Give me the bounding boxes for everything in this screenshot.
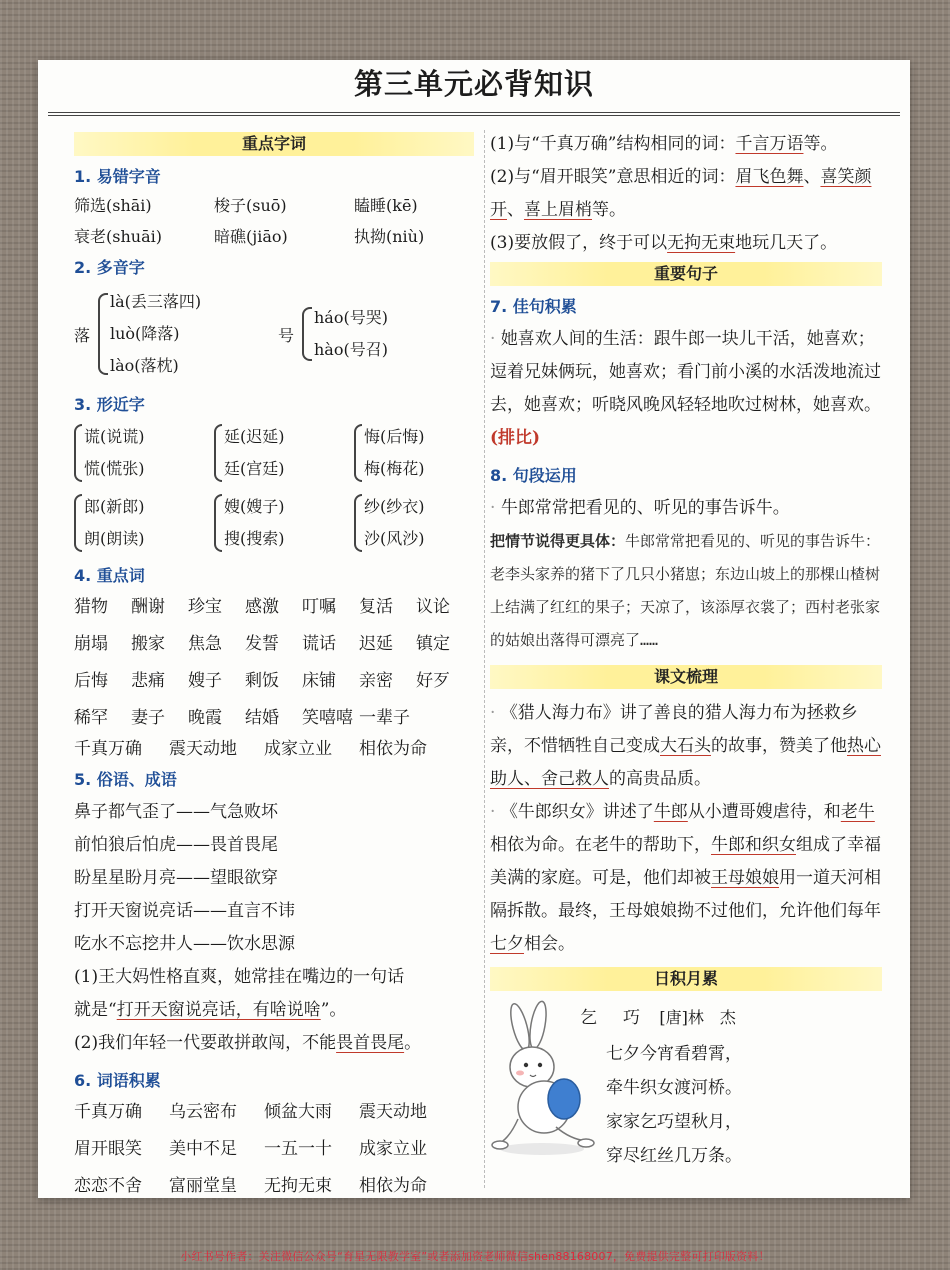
poem-line: 穿尽红丝几万条。 xyxy=(606,1146,742,1166)
polyphone-reading: lào(落枕) xyxy=(110,356,179,375)
word: 迟延 xyxy=(359,634,393,654)
word: 感激 xyxy=(245,597,279,617)
section-band-text-review: 课文梳理 xyxy=(490,665,882,689)
brace-icon xyxy=(302,307,312,361)
exercise-text: 地玩几天了。 xyxy=(735,233,838,253)
exercise-text: 、 xyxy=(507,200,524,220)
section-band-daily-accumulation: 日积月累 xyxy=(490,967,882,991)
brace-icon xyxy=(74,424,82,482)
word: 成家立业 xyxy=(359,1139,427,1159)
similar-item: 延(迟延) xyxy=(224,427,285,446)
similar-item: 梅(梅花) xyxy=(364,459,425,478)
word: 乌云密布 xyxy=(169,1102,237,1122)
exercise-answer: 眉飞色舞 xyxy=(735,167,804,187)
word: 发誓 xyxy=(245,634,279,654)
word: 嫂子 xyxy=(188,671,222,691)
brace-icon xyxy=(214,424,222,482)
saying-exercise-1 xyxy=(74,961,474,1027)
similar-pair xyxy=(354,421,474,485)
exercise-answer: 畏首畏尾 xyxy=(336,1033,405,1053)
title-rule xyxy=(48,112,900,116)
paragraph-answer xyxy=(490,525,882,657)
bullet-icon: · xyxy=(490,329,501,349)
word: 恋恋不舍 xyxy=(74,1176,142,1196)
word: 富丽堂皇 xyxy=(169,1176,237,1196)
review-keyword: 王母娘娘 xyxy=(711,868,779,888)
pronunciation-item: 衰老(shuāi) xyxy=(74,227,162,246)
section-heading-pronunciation: 1. 易错字音 xyxy=(74,167,161,186)
similar-chars-grid xyxy=(74,421,474,555)
similar-item: 嫂(嫂子) xyxy=(224,497,285,516)
word-exercise-1 xyxy=(490,128,882,161)
sayings-list xyxy=(74,796,474,961)
polyphone-block xyxy=(74,284,474,384)
worksheet xyxy=(38,60,910,1198)
word: 震天动地 xyxy=(359,1102,427,1122)
key-words-grid xyxy=(74,592,474,728)
word: 叮嘱 xyxy=(302,597,336,617)
word: 议论 xyxy=(416,597,450,617)
polyphone-char-hao: 号 xyxy=(278,325,295,345)
word: 床铺 xyxy=(302,671,336,691)
sentence-text: 她喜欢人间的生活：跟牛郎一块儿干活，她喜欢；逗着兄妹俩玩，她喜欢；看门前小溪的水活泼地流过去，她喜欢；听晓风晚风轻轻地吹过树林，她喜欢。 xyxy=(490,329,881,415)
word: 搬家 xyxy=(131,634,165,654)
word-bank-grid xyxy=(74,1097,474,1196)
word: 焦急 xyxy=(188,634,222,654)
bullet-icon: · xyxy=(490,498,501,518)
similar-pair xyxy=(214,491,354,555)
similar-item: 郎(新郎) xyxy=(84,497,145,516)
exercise-answer: 打开天窗说亮话，有啥说啥 xyxy=(116,1000,321,1020)
exercise-text: (1)王大妈性格直爽，她常挂在嘴边的一句话 xyxy=(74,967,405,987)
pronunciation-item: 筛选(shāi) xyxy=(74,196,152,215)
polyphone-char-luo: 落 xyxy=(74,325,91,345)
review-text: 的高贵品质。 xyxy=(609,769,711,789)
word: 晚霞 xyxy=(188,708,222,728)
brace-icon xyxy=(214,494,222,552)
polyphone-reading: luò(降落) xyxy=(110,324,180,343)
similar-item: 沙(风沙) xyxy=(364,529,425,548)
saying-exercise-2 xyxy=(74,1027,474,1060)
word: 相依为命 xyxy=(359,739,427,759)
similar-item: 朗(朗读) xyxy=(84,529,145,548)
review-text: 从小遭哥嫂虐待，和 xyxy=(687,802,841,822)
review-keyword: 大石头 xyxy=(660,736,711,756)
similar-pair xyxy=(74,491,214,555)
word: 后悔 xyxy=(74,671,108,691)
similar-item: 慌(慌张) xyxy=(84,459,145,478)
word: 崩塌 xyxy=(74,634,108,654)
exercise-text: (3)要放假了，终于可以 xyxy=(490,233,668,253)
pronunciation-grid xyxy=(74,193,474,247)
poem-lines xyxy=(606,1037,742,1173)
poem-title-char: 乞 xyxy=(580,1008,597,1028)
word: 震天动地 xyxy=(169,739,237,759)
pronunciation-item: 执拗(niù) xyxy=(354,227,425,246)
word: 相依为命 xyxy=(359,1176,427,1196)
saying-line: 前怕狼后怕虎——畏首畏尾 xyxy=(74,835,278,855)
word: 妻子 xyxy=(131,708,165,728)
word: 谎话 xyxy=(302,634,336,654)
exercise-text: ”。 xyxy=(320,1000,347,1020)
pronunciation-item: 暗礁(jiāo) xyxy=(214,227,288,246)
section-heading-sayings: 5. 俗语、成语 xyxy=(74,770,177,789)
section-heading-polyphones: 2. 多音字 xyxy=(74,258,145,277)
word: 珍宝 xyxy=(188,597,222,617)
word: 酬谢 xyxy=(131,597,165,617)
word: 一辈子 xyxy=(359,708,410,728)
good-sentence xyxy=(490,323,882,455)
section-heading-word-bank: 6. 词语积累 xyxy=(74,1071,161,1090)
brace-icon xyxy=(74,494,82,552)
poem-line: 牵牛织女渡河桥。 xyxy=(606,1078,742,1098)
exercise-text: 、 xyxy=(803,167,821,187)
exercise-answer: 喜上眉梢 xyxy=(524,200,592,220)
saying-line: 打开天窗说亮话——直言不讳 xyxy=(74,901,295,921)
text-review-1 xyxy=(490,697,882,796)
exercise-answer: 喜笑颜开 xyxy=(490,167,872,220)
poem-line: 家家乞巧望秋月， xyxy=(606,1112,742,1132)
section-band-key-words: 重点字词 xyxy=(74,132,474,156)
word: 亲密 xyxy=(359,671,393,691)
rhetoric-tag: (排比) xyxy=(490,428,541,448)
word: 美中不足 xyxy=(169,1139,237,1159)
exercise-text: (2)与“眉开眼笑”意思相近的词： xyxy=(490,167,736,187)
pronunciation-item: 梭子(suō) xyxy=(214,196,287,215)
review-text: 组成了幸福美满的家庭。可是，他们却被 xyxy=(490,835,881,888)
word: 无拘无束 xyxy=(264,1176,332,1196)
exercise-text: (2)我们年轻一代要敢拼敢闯，不能 xyxy=(74,1033,337,1053)
review-keyword: 七夕 xyxy=(490,934,524,954)
review-keyword: 老牛 xyxy=(840,802,875,822)
exercise-answer: 千言万语 xyxy=(735,134,804,154)
word: 千真万确 xyxy=(74,739,142,759)
key-words-idioms xyxy=(74,734,474,759)
review-text: 的故事，赞美了他 xyxy=(711,736,847,756)
answer-label: 把情节说得更具体： xyxy=(490,532,626,550)
similar-item: 谎(说谎) xyxy=(84,427,145,446)
exercise-text: (1)与“千真万确”结构相同的词： xyxy=(490,134,736,154)
polyphone-reading: hào(号召) xyxy=(314,340,388,359)
polyphone-readings-hao xyxy=(314,302,388,366)
polyphone-reading: là(丢三落四) xyxy=(110,292,202,311)
sentence-text: 牛郎常常把看见的、听见的事告诉牛。 xyxy=(500,498,790,518)
section-heading-paragraph-use: 8. 句段运用 xyxy=(490,466,577,485)
polyphone-reading: háo(号哭) xyxy=(314,308,388,327)
word: 复活 xyxy=(359,597,393,617)
word-exercise-3 xyxy=(490,227,882,260)
review-text: 《猎人海力布》讲了善良的猎人海力布为拯救乡亲，不惜牺牲自己变成 xyxy=(490,703,858,756)
review-keyword: 牛郎 xyxy=(653,802,688,822)
review-text: 《牛郎织女》讲述了 xyxy=(500,802,654,822)
section-heading-similar-chars: 3. 形近字 xyxy=(74,395,145,414)
section-band-key-sentences: 重要句子 xyxy=(490,262,882,286)
word: 千真万确 xyxy=(74,1102,142,1122)
word: 稀罕 xyxy=(74,708,108,728)
word: 眉开眼笑 xyxy=(74,1139,142,1159)
exercise-text: 。 xyxy=(404,1033,422,1053)
word: 笑嘻嘻 xyxy=(302,708,353,728)
section-heading-key-words: 4. 重点词 xyxy=(74,566,145,585)
brace-icon xyxy=(354,494,362,552)
saying-line: 盼星星盼月亮——望眼欲穿 xyxy=(74,868,278,888)
exercise-text: 就是“ xyxy=(74,1000,117,1020)
text-review-2 xyxy=(490,796,882,961)
section-heading-good-sentences: 7. 佳句积累 xyxy=(490,297,577,316)
pronunciation-item: 瞌睡(kē) xyxy=(354,196,418,215)
page-title: 第三单元必背知识 xyxy=(353,67,594,101)
bullet-icon: · xyxy=(490,802,501,822)
left-column xyxy=(74,130,474,1196)
brace-icon xyxy=(354,424,362,482)
review-text: 相依为命。在老牛的帮助下， xyxy=(490,835,711,855)
review-keyword: 牛郎和织女 xyxy=(711,835,796,855)
column-divider xyxy=(484,130,485,1188)
poem-block xyxy=(490,999,882,1166)
word: 倾盆大雨 xyxy=(264,1102,332,1122)
word: 剩饭 xyxy=(245,671,279,691)
brace-icon xyxy=(98,293,108,375)
similar-item: 搜(搜索) xyxy=(224,529,285,548)
exercise-text: 等。 xyxy=(803,134,838,154)
review-text: 用一道天河相隔拆散。最终，王母娘娘拗不过他们，允许他们每年 xyxy=(490,868,881,921)
word: 成家立业 xyxy=(264,739,332,759)
similar-item: 廷(宫廷) xyxy=(224,459,285,478)
similar-pair xyxy=(74,421,214,485)
similar-pair xyxy=(354,491,474,555)
exercise-answer: 无拘无束 xyxy=(667,233,736,253)
polyphone-readings-luo xyxy=(110,286,278,382)
exercise-text: 等。 xyxy=(592,200,626,220)
similar-item: 悔(后悔) xyxy=(364,427,425,446)
review-text: 相会。 xyxy=(524,934,575,954)
word: 一五一十 xyxy=(264,1139,332,1159)
word: 猎物 xyxy=(74,597,108,617)
word: 结婚 xyxy=(245,708,279,728)
footer-watermark: 小红书号作者：关注微信公众号“育星无限教学室”或者添加资老师微信shen88168007，免费提供完整可打印版资料！ xyxy=(180,1250,770,1263)
word-exercise-2 xyxy=(490,161,882,227)
poem-title-char: 巧 xyxy=(623,1008,640,1028)
saying-line: 鼻子都气歪了——气急败坏 xyxy=(74,802,278,822)
word: 好歹 xyxy=(416,671,450,691)
similar-pair xyxy=(214,421,354,485)
poem-line: 七夕今宵看碧霄， xyxy=(606,1044,742,1064)
similar-item: 纱(纱衣) xyxy=(364,497,425,516)
word xyxy=(416,703,473,728)
poem-title xyxy=(580,1003,736,1028)
saying-line: 吃水不忘挖井人——饮水思源 xyxy=(74,934,295,954)
right-column xyxy=(490,128,882,1166)
word: 镇定 xyxy=(416,634,450,654)
answer-text: 牛郎常常把看见的、听见的事告诉牛：老李头家养的猪下了几只小猪崽；东边山坡上的那棵山楂树上结满了红红的果子；天凉了，该添厚衣裳了；西村老张家的姑娘出落得可漂亮了…… xyxy=(490,532,881,649)
bullet-icon: · xyxy=(490,703,501,723)
review-keyword: 热心助人、舍己救人 xyxy=(490,736,881,789)
word: 悲痛 xyxy=(131,671,165,691)
paragraph-prompt xyxy=(490,492,882,525)
poem-author: [唐]林 杰 xyxy=(659,1008,736,1027)
